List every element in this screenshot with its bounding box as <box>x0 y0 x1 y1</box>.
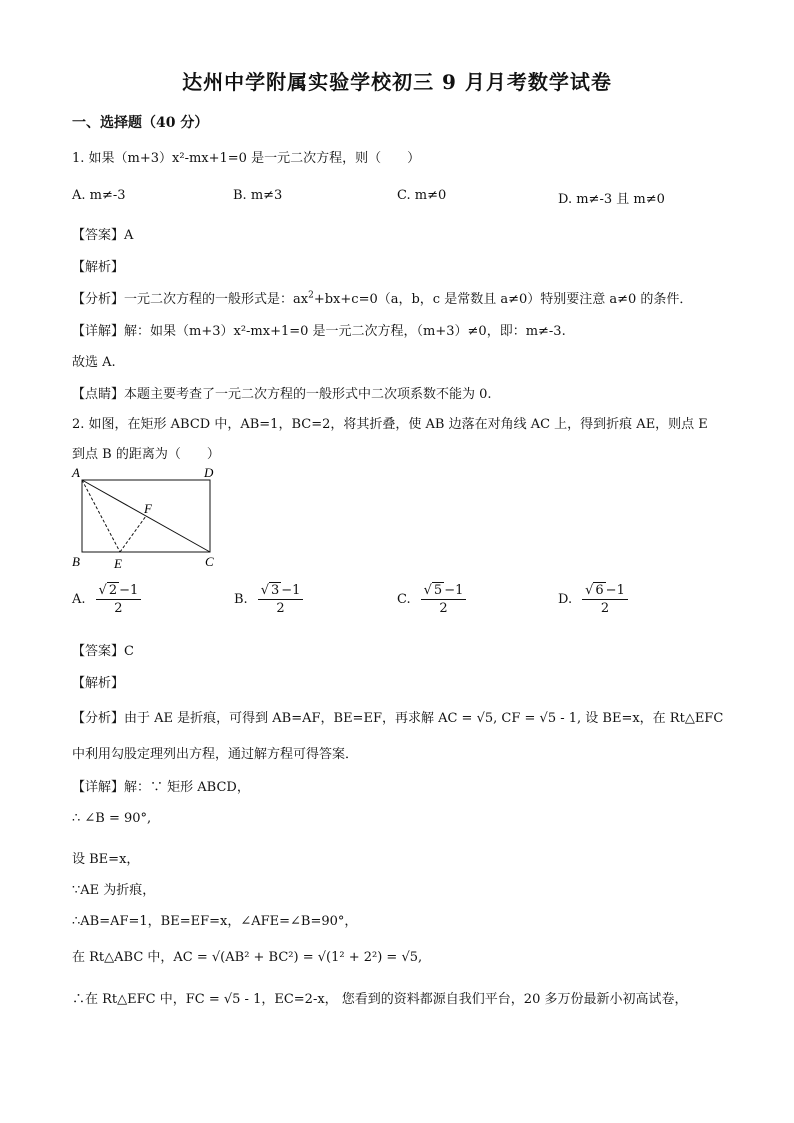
q2-fenxi-line1: 【分析】由于 AE 是折痕，可得到 AB=AF，BE=EF，再求解 AC = √5, CF = √5 - 1, 设 BE=x，在 Rt△EFC <box>72 711 724 726</box>
q2-step-7: ∴在 Rt△EFC 中，FC = √5 - 1，EC=2-x， 您看到的资料都源自我们平台，20 多万份最新小初高试卷， <box>72 992 688 1007</box>
q1-option-a: A. m≠-3 <box>72 188 126 203</box>
q2-analysis-heading: 【解析】 <box>72 676 125 691</box>
q2-option-d <box>558 583 628 616</box>
q2-answer: 【答案】C <box>72 644 134 659</box>
q2-option-b-radicand: 3 <box>270 583 280 598</box>
q1-fenxi-text: 一元二次方程的一般形式是：ax <box>124 292 309 307</box>
q1-option-d: D. m≠-3 且 m≠0 <box>558 192 665 207</box>
q1-xiangjie: 【详解】解：如果（m+3）x²-mx+1=0 是一元二次方程，（m+3）≠0，即：m≠-3. <box>72 324 566 339</box>
q1-fenxi-text2: +bx+c=0（a，b，c 是常数且 a≠0）特别要注意 a≠0 的条件． <box>313 292 693 307</box>
q2-option-c-fraction: $\frac{√ 5 -1}{2}$ <box>421 583 467 616</box>
label-a: A <box>72 465 80 480</box>
q1-answer: 【答案】A <box>72 228 134 243</box>
q2-stem-line2: 到点 B 的距离为（ ） <box>72 447 220 462</box>
q2-option-c-minus: −1 <box>444 583 464 598</box>
q2-option-a <box>72 583 141 616</box>
q2-option-a-radicand: 2 <box>108 583 118 598</box>
q2-option-a-minus: −1 <box>119 583 139 598</box>
q2-option-b-letter: B. <box>234 592 248 607</box>
label-b: B <box>72 554 80 569</box>
q2-option-c-letter: C. <box>397 592 411 607</box>
q2-option-d-fraction: $\frac{√ 6 -1}{2}$ <box>582 583 628 616</box>
q2-option-b-minus: −1 <box>281 583 301 598</box>
label-f: F <box>144 501 152 516</box>
q1-option-c: C. m≠0 <box>397 188 447 203</box>
page-title: 达州中学附属实验学校初三 9 月月考数学试卷 <box>182 70 612 94</box>
q2-option-d-minus: −1 <box>605 583 625 598</box>
q2-stem-line1: 2. 如图，在矩形 ABCD 中，AB=1，BC=2，将其折叠，使 AB 边落在对角线 AC 上，得到折痕 AE，则点 E <box>72 417 708 432</box>
section-heading: 一、选择题（40 分） <box>72 115 209 131</box>
label-d: D <box>204 465 214 480</box>
q2-option-b-fraction: $\frac{√ 3 -1}{2}$ <box>258 583 304 616</box>
q2-options <box>72 583 732 627</box>
q2-option-c-den: 2 <box>439 601 448 616</box>
label-c: C <box>205 554 214 569</box>
q2-step-2: ∴ ∠B = 90°, <box>72 811 152 826</box>
rectangle-fold-figure <box>68 464 228 576</box>
q1-fenxi-sup: 2 <box>308 290 314 301</box>
q2-option-c <box>397 583 466 616</box>
q1-analysis-heading: 【解析】 <box>72 260 125 275</box>
q2-step-3: 设 BE=x， <box>72 852 140 867</box>
q2-option-d-den: 2 <box>600 601 610 616</box>
q2-step-5: ∴AB=AF=1，BE=EF=x，∠AFE=∠B=90°， <box>72 914 358 929</box>
q1-fenxi-label: 【分析】 <box>72 292 125 307</box>
q2-step-4: ∵AE 为折痕， <box>72 883 156 898</box>
q2-option-b-den: 2 <box>276 601 285 616</box>
q2-option-a-fraction: $\frac{√ 2 -1}{2}$ <box>96 583 142 616</box>
q2-option-a-letter: A. <box>72 592 86 607</box>
q2-fenxi-line2: 中利用勾股定理列出方程，通过解方程可得答案． <box>72 747 359 762</box>
q2-option-b <box>234 583 303 616</box>
q2-option-c-radicand: 5 <box>433 583 443 598</box>
q1-fenxi <box>72 288 692 307</box>
q2-option-d-letter: D. <box>558 592 573 607</box>
q1-conclusion: 故选 A. <box>72 355 116 370</box>
q2-option-d-radicand: 6 <box>595 583 604 598</box>
q2-option-a-den: 2 <box>114 601 123 616</box>
q1-dianjing: 【点睛】本题主要考查了一元二次方程的一般形式中二次项系数不能为 0. <box>72 387 492 402</box>
segment-ef <box>120 516 146 552</box>
q2-step-6: 在 Rt△ABC 中，AC = √(AB² + BC²) = √(1² + 2²) = √5, <box>72 950 423 965</box>
label-e: E <box>114 556 122 571</box>
q1-option-b: B. m≠3 <box>233 188 283 203</box>
q1-stem: 1. 如果（m+3）x²-mx+1=0 是一元二次方程，则（ ） <box>72 151 421 166</box>
q2-step-1: 【详解】解：∵ 矩形 ABCD， <box>72 780 250 795</box>
